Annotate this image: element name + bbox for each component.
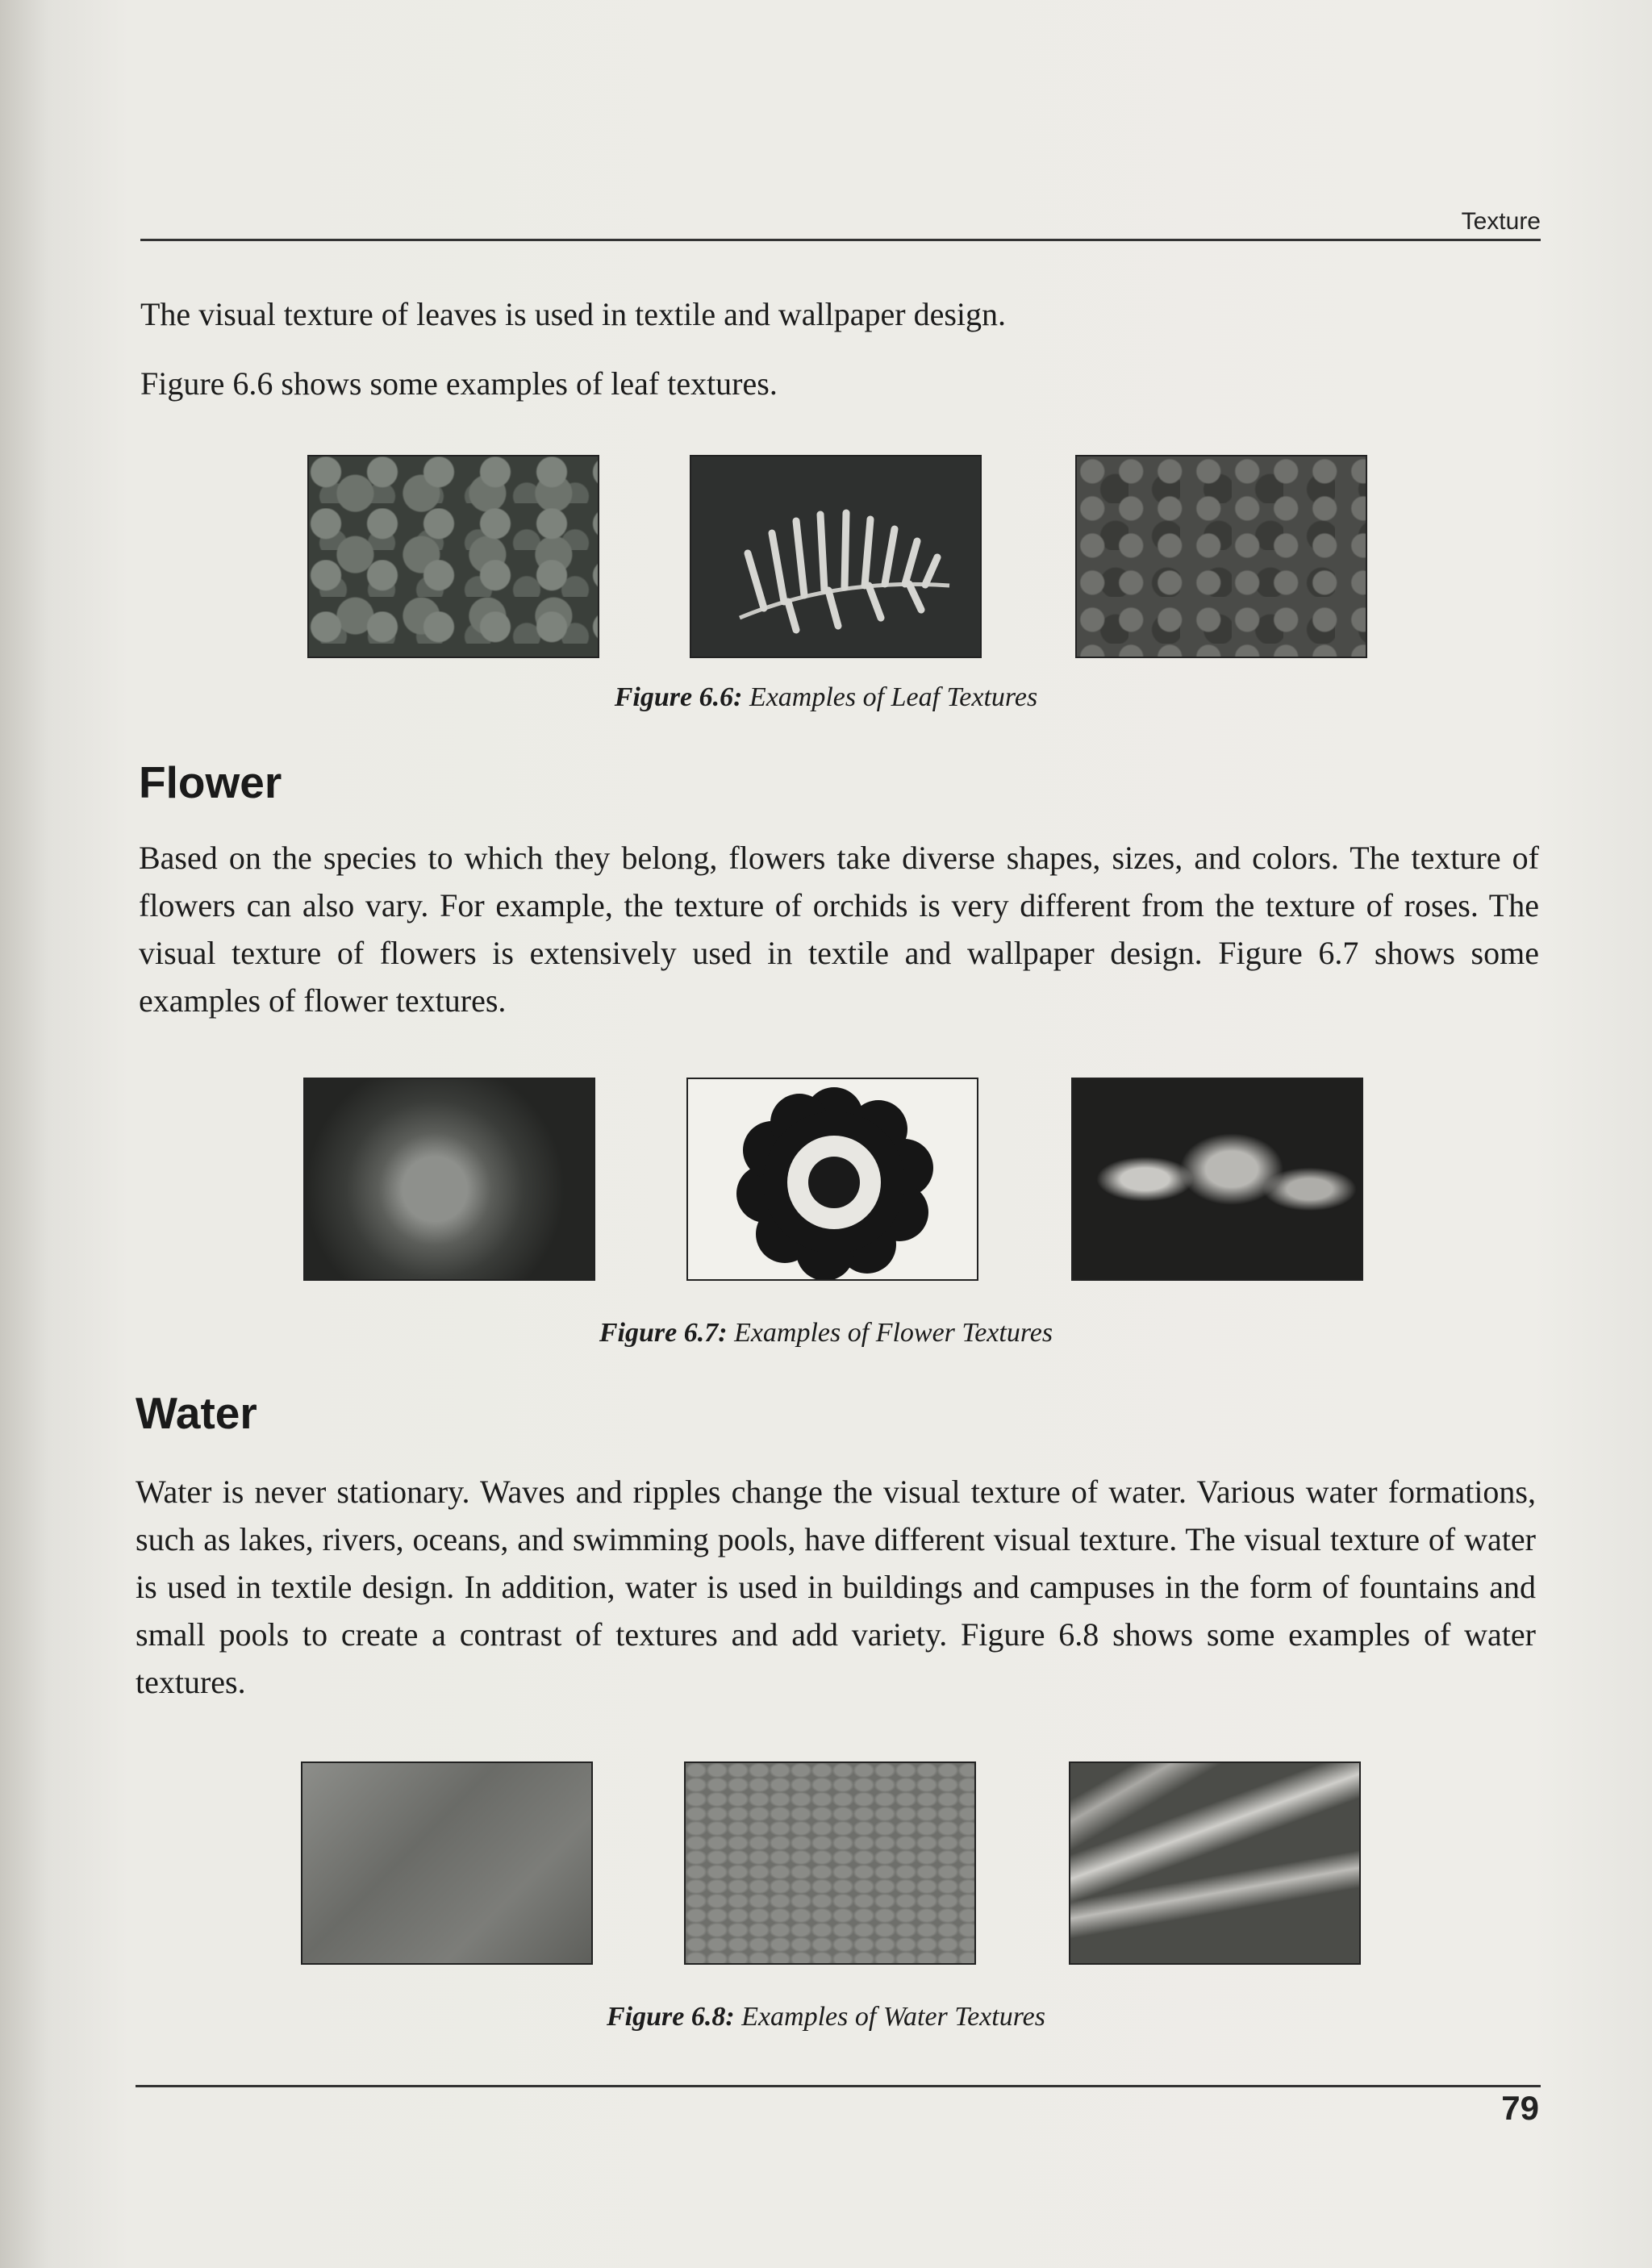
- flower-texture-image-1: [303, 1078, 595, 1281]
- flower-paragraph: Based on the species to which they belong, flowers take diverse shapes, sizes, and colors. The texture of flowers can also vary. For example, the texture of orchids is very different from the texture of roses. The visual texture of flowers is extensively used in textile and wallpaper design. Figure 6.7 shows some examples of flower textures.: [139, 840, 1539, 1019]
- water-texture-image-1: [301, 1761, 593, 1965]
- page-number: 79: [1501, 2089, 1539, 2127]
- figure-6-8-caption: [0, 2002, 1652, 2032]
- figure-6-6-label: Figure 6.6:: [614, 682, 743, 712]
- fern-illustration: [691, 457, 982, 658]
- water-texture-image-3: [1069, 1761, 1361, 1965]
- water-texture-image-2: [684, 1761, 976, 1965]
- heading-water: Water: [136, 1388, 257, 1438]
- daisy-illustration: [688, 1079, 978, 1281]
- figure-6-7-caption-text: Examples of Flower Textures: [734, 1318, 1053, 1348]
- figure-6-6-caption-text: Examples of Leaf Textures: [749, 682, 1038, 712]
- figure-6-8-caption-text: Examples of Water Textures: [741, 2002, 1045, 2032]
- flower-texture-image-2: [686, 1078, 978, 1281]
- running-header: Texture: [1461, 208, 1541, 235]
- figure-6-8-label: Figure 6.8:: [607, 2002, 735, 2032]
- flower-texture-image-3: [1071, 1078, 1363, 1281]
- leaf-texture-image-2: [690, 455, 982, 658]
- leaf-texture-image-1: [307, 455, 599, 658]
- figure-6-6-caption: [0, 682, 1652, 713]
- water-paragraph: Water is never stationary. Waves and ripples change the visual texture of water. Various water formations, such as lakes, rivers, oceans, and swimming pools, have different visual texture. The visual texture of water is used in textile design. In addition, water is used in buildings and campuses in the form of fountains and small pools to create a contrast of textures and add variety. Figure 6.8 shows some examples of water textures.: [136, 1474, 1536, 1700]
- heading-flower: Flower: [139, 757, 282, 807]
- figure-6-7-label: Figure 6.7:: [599, 1318, 728, 1348]
- footer-rule: [136, 2085, 1541, 2087]
- header-rule: [140, 239, 1541, 241]
- intro-line-1: The visual texture of leaves is used in textile and wallpaper design.: [140, 296, 1007, 332]
- intro-line-2: Figure 6.6 shows some examples of leaf textures.: [140, 365, 778, 402]
- leaf-texture-image-3: [1075, 455, 1367, 658]
- figure-6-7-caption: [0, 1318, 1652, 1349]
